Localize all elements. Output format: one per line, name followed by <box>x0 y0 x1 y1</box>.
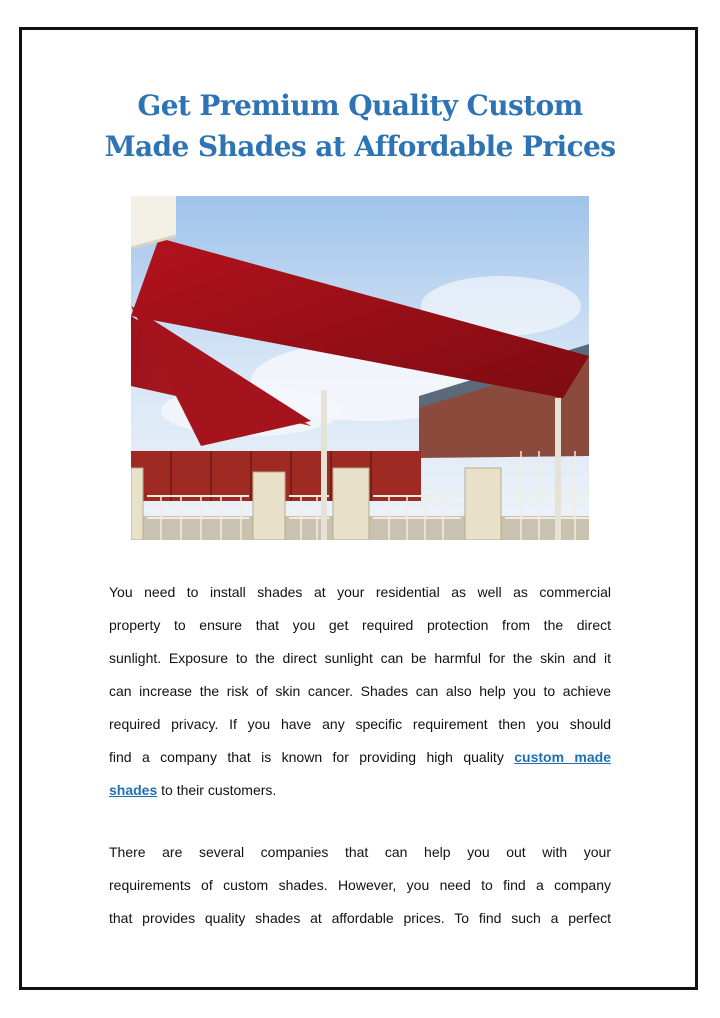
text-line: can increase the risk of skin cancer. Shades can also help you to achieve <box>109 683 611 699</box>
text-segment: to their customers. <box>157 782 277 798</box>
text-line: You need to install shades at your residential as well as commercial <box>109 584 611 600</box>
text-segment: find a company that is known for providing high quality <box>109 749 515 765</box>
custom-made-shades-link[interactable]: custom made <box>514 749 611 765</box>
text-line: There are several companies that can help you out with your <box>109 844 611 860</box>
paragraph-1 <box>109 576 611 807</box>
text-line: requirements of custom shades. However, you need to find a company <box>109 877 611 893</box>
page-title <box>0 85 720 167</box>
text-line: required privacy. If you have any specific requirement then you should <box>109 716 611 732</box>
title-line-1: Get Premium Quality Custom <box>137 89 583 122</box>
paragraph-2 <box>109 836 611 935</box>
text-line-with-link <box>109 774 611 807</box>
custom-made-shades-link-continued[interactable]: shades <box>109 782 158 798</box>
shade-sail-photo <box>131 196 589 540</box>
text-line: that provides quality shades at affordable prices. To find such a perfect <box>109 910 611 926</box>
text-line-with-link <box>109 741 611 774</box>
text-line: property to ensure that you get required protection from the direct <box>109 617 611 633</box>
text-line: sunlight. Exposure to the direct sunlight can be harmful for the skin and it <box>109 650 611 666</box>
title-line-2: Made Shades at Affordable Prices <box>104 130 616 163</box>
